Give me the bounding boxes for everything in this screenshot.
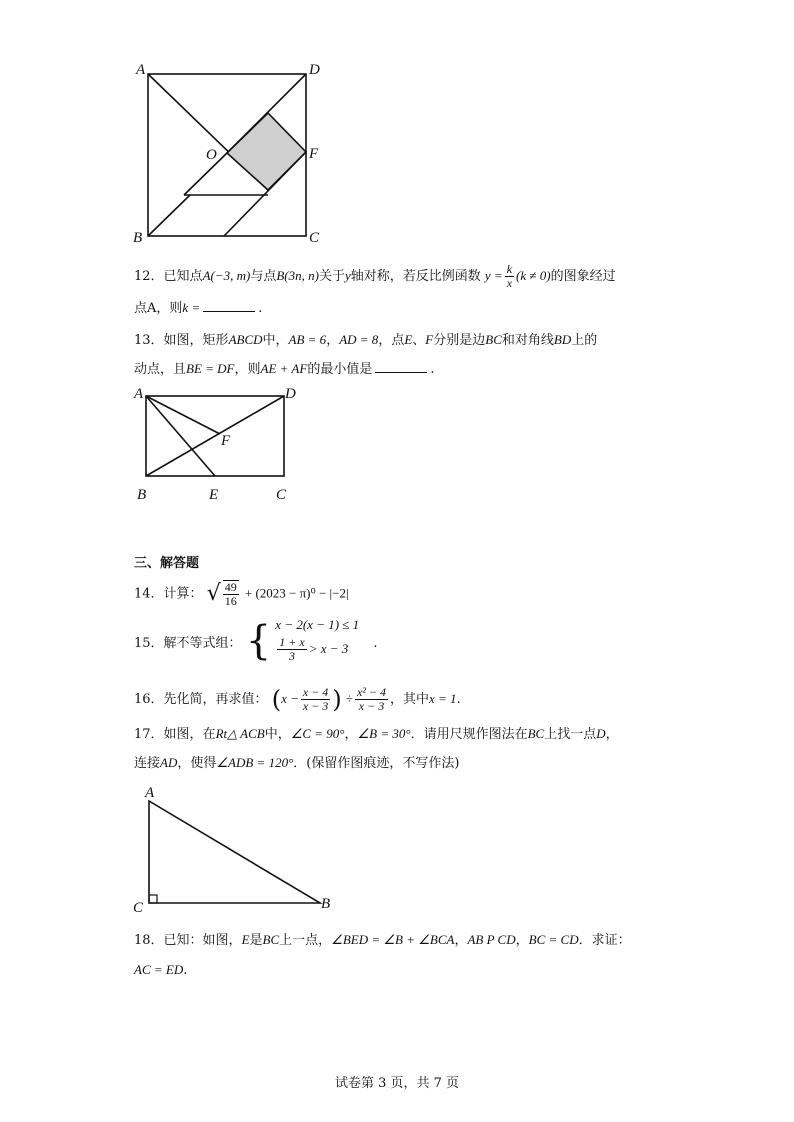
answer-blank[interactable] bbox=[203, 299, 255, 312]
page-footer: 试卷第 3 页，共 7 页 bbox=[334, 1076, 460, 1091]
problem-12-number: 12． bbox=[134, 269, 164, 284]
label-d: D bbox=[309, 62, 320, 78]
label-c: C bbox=[276, 487, 287, 503]
label-e: E bbox=[209, 487, 219, 503]
label-f: F bbox=[309, 146, 319, 162]
problem-16: 16．先化简，再求值： (x − $\frac{x - 4}{x - 3}$ ) ÷ $\frac{\text{x² − 4}}{x - 3}$ ，其中x = 1. bbox=[134, 685, 461, 714]
problem-17-line-2: 连接AD，使得∠ADB = 120°．(保留作图痕迹，不写作法) bbox=[134, 755, 460, 771]
label-c: C bbox=[133, 900, 144, 916]
figure-square-abcd bbox=[140, 62, 330, 252]
problem-18-line-1: 18．已知：如图，E是BC上一点，∠BED = ∠B + ∠BCA，AB P CD，BC = CD．求证： bbox=[134, 932, 631, 948]
problem-15: 15．解不等式组： { x − 2(x − 1) ≤ 1 $\frac{1 + x}{3}$ > x − 3 . bbox=[134, 617, 378, 664]
problem-18-number: 18． bbox=[134, 933, 164, 948]
sqrt-expression: √ $\frac{49}{16}$ bbox=[206, 580, 237, 608]
problem-12-line-1: 12．已知点A(−3, m)与点B(3n, n)关于y轴对称，若反比例函数 y = $\frac{k}{x}$ (k ≠ 0)的图象经过 bbox=[134, 262, 616, 290]
label-a: A bbox=[145, 785, 155, 801]
label-a: A bbox=[134, 386, 144, 402]
problem-15-number: 15． bbox=[134, 636, 164, 651]
fraction-k-over-x: $\frac{k}{x}$ bbox=[506, 262, 513, 290]
label-c: C bbox=[309, 230, 320, 246]
figure-right-triangle-acb bbox=[140, 795, 340, 910]
label-b: B bbox=[133, 230, 143, 246]
problem-17-line-1: 17．如图，在Rt△ ACB中，∠C = 90°，∠B = 30°．请用尺规作图法在BC上找一点D， bbox=[134, 726, 619, 742]
label-d: D bbox=[285, 386, 296, 402]
problem-12-line-2: 点A，则k = . bbox=[134, 300, 263, 316]
answer-blank[interactable] bbox=[375, 360, 427, 373]
label-o: O bbox=[206, 147, 217, 163]
inequality-system: x − 2(x − 1) ≤ 1 $\frac{1 + x}{3}$ > x − 3 bbox=[275, 617, 360, 663]
figure-rectangle-abcd bbox=[140, 390, 300, 490]
problem-18-line-2: AC = ED. bbox=[134, 962, 188, 978]
problem-14: 14．计算： √ $\frac{49}{16}$ + (2023 − π)⁰ − |−2| bbox=[134, 580, 349, 608]
problem-13-line-1: 13．如图，矩形ABCD中，AB = 6，AD = 8，点E、F分别是边BC和对角线BD上的 bbox=[134, 332, 598, 348]
problem-16-number: 16． bbox=[134, 692, 164, 707]
system-brace: { bbox=[245, 618, 272, 664]
problem-17-number: 17． bbox=[134, 727, 164, 742]
radical-sign: √ bbox=[206, 581, 221, 606]
label-f: F bbox=[221, 433, 231, 449]
problem-13-line-2: 动点，且BE = DF，则AE + AF的最小值是 . bbox=[134, 361, 435, 377]
problem-13-number: 13． bbox=[134, 333, 164, 348]
label-a: A bbox=[136, 62, 146, 78]
problem-14-number: 14． bbox=[134, 586, 164, 602]
section-heading: 三、解答题 bbox=[134, 556, 200, 571]
label-b: B bbox=[137, 487, 147, 503]
label-b: B bbox=[321, 896, 331, 912]
